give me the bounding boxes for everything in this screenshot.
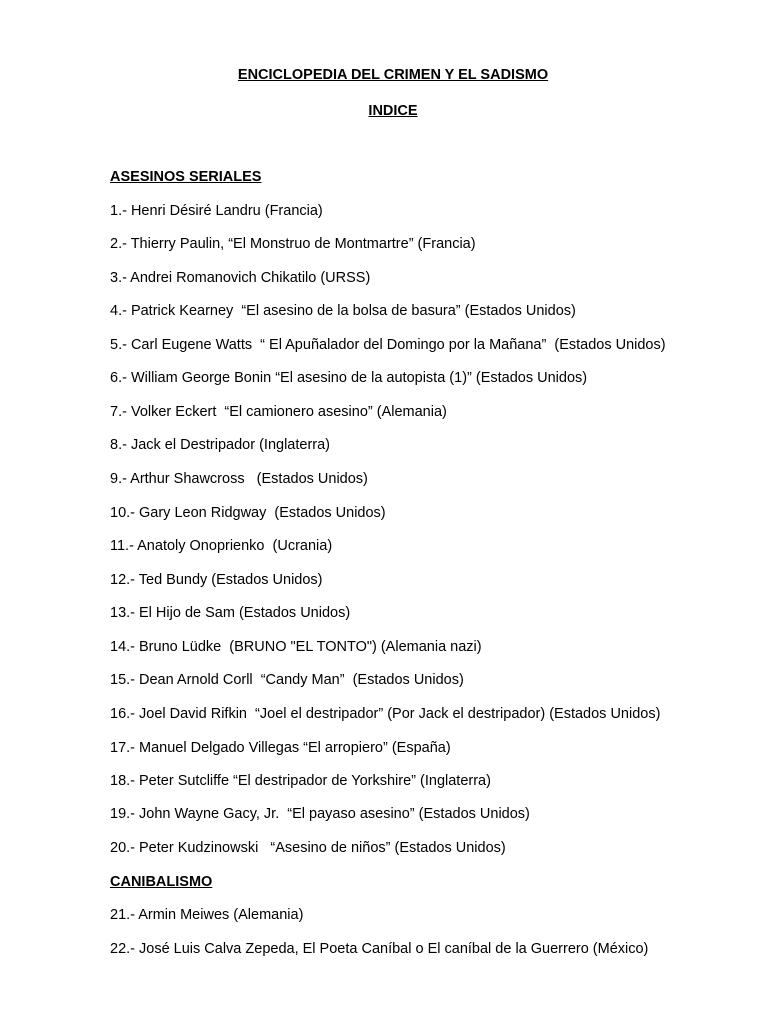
index-entry: 7.- Volker Eckert “El camionero asesino” (Alemania) (110, 404, 447, 420)
index-entry: 12.- Ted Bundy (Estados Unidos) (110, 572, 323, 588)
index-entry: 4.- Patrick Kearney “El asesino de la bolsa de basura” (Estados Unidos) (110, 303, 576, 319)
index-entry: 18.- Peter Sutcliffe “El destripador de Yorkshire” (Inglaterra) (110, 773, 491, 789)
section-heading-asesinos-seriales: ASESINOS SERIALES (110, 169, 262, 185)
index-entry: 20.- Peter Kudzinowski “Asesino de niños” (Estados Unidos) (110, 840, 506, 856)
index-entry: 21.- Armin Meiwes (Alemania) (110, 907, 304, 923)
index-entry: 15.- Dean Arnold Corll “Candy Man” (Estados Unidos) (110, 672, 464, 688)
index-entry: 2.- Thierry Paulin, “El Monstruo de Montmartre” (Francia) (110, 236, 476, 252)
index-entry: 16.- Joel David Rifkin “Joel el destripador” (Por Jack el destripador) (Estados Unidos) (110, 706, 661, 722)
index-entry: 9.- Arthur Shawcross (Estados Unidos) (110, 471, 368, 487)
index-entry: 8.- Jack el Destripador (Inglaterra) (110, 437, 330, 453)
index-entry: 19.- John Wayne Gacy, Jr. “El payaso asesino” (Estados Unidos) (110, 806, 530, 822)
index-entry: 17.- Manuel Delgado Villegas “El arropiero” (España) (110, 740, 451, 756)
index-entry: 10.- Gary Leon Ridgway (Estados Unidos) (110, 505, 386, 521)
index-entry: 5.- Carl Eugene Watts “ El Apuñalador del Domingo por la Mañana” (Estados Unidos) (110, 337, 666, 353)
document-title: ENCICLOPEDIA DEL CRIMEN Y EL SADISMO (237, 67, 549, 83)
index-entry: 1.- Henri Désiré Landru (Francia) (110, 203, 323, 219)
index-entry: 14.- Bruno Lüdke (BRUNO "EL TONTO") (Alemania nazi) (110, 639, 482, 655)
index-entry: 13.- El Hijo de Sam (Estados Unidos) (110, 605, 351, 621)
section-heading-canibalismo: CANIBALISMO (110, 874, 213, 890)
index-entry: 6.- William George Bonin “El asesino de la autopista (1)” (Estados Unidos) (110, 370, 588, 386)
index-heading: INDICE (368, 103, 418, 119)
index-entry: 3.- Andrei Romanovich Chikatilo (URSS) (110, 270, 371, 286)
index-entry: 22.- José Luis Calva Zepeda, El Poeta Caníbal o El caníbal de la Guerrero (México) (110, 941, 649, 957)
index-entry: 11.- Anatoly Onoprienko (Ucrania) (110, 538, 333, 554)
